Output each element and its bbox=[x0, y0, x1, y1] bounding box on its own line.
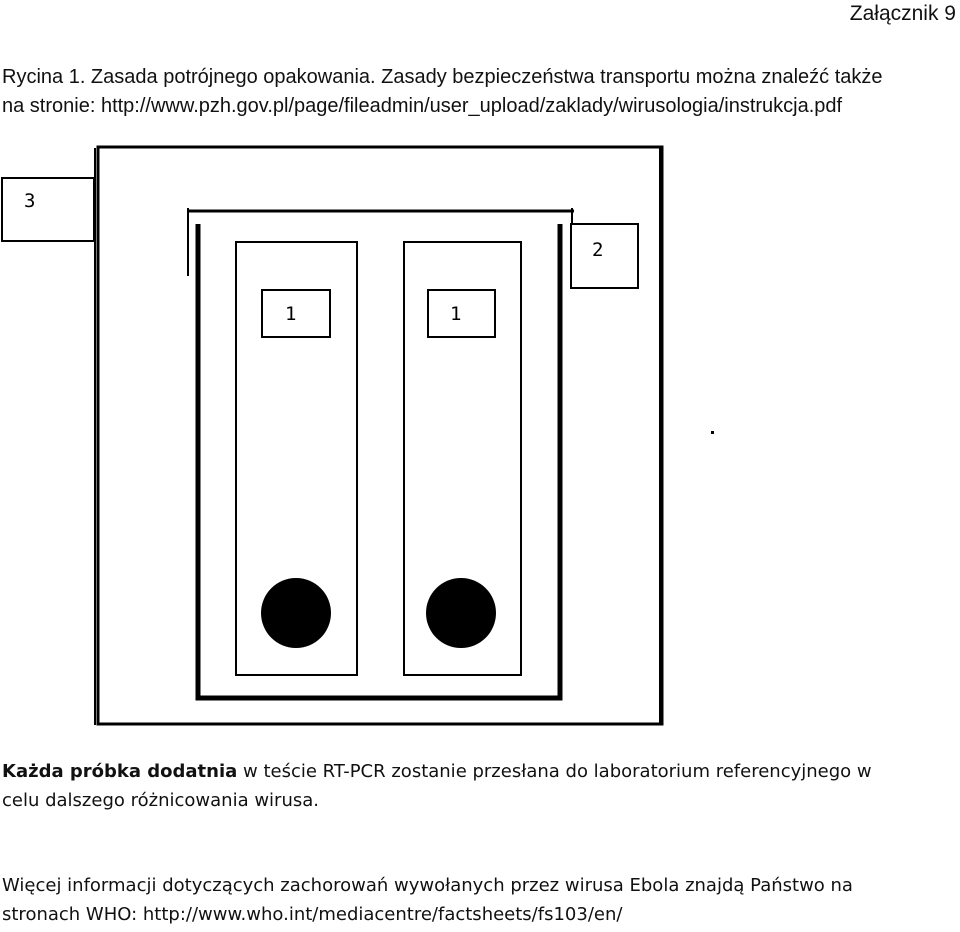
paragraph-1-rest: w teście RT-PCR zostanie przesłana do laboratorium referencyjnego w bbox=[237, 761, 872, 782]
label-box-2 bbox=[571, 224, 638, 288]
paragraph-2-line-1: Więcej informacji dotyczących zachorowań wywołanych przez wirusa Ebola znajdą Państwo na bbox=[2, 875, 853, 896]
paragraph-2-line-2: stronach WHO: http://www.who.int/mediacentre/factsheets/fs103/en/ bbox=[2, 904, 623, 925]
bold-lead: Każda próbka dodatnia bbox=[2, 761, 238, 782]
annex-label: Załącznik 9 bbox=[849, 2, 956, 25]
tube-2-label-text: 1 bbox=[450, 303, 462, 325]
paragraph-rt-pcr bbox=[2, 757, 957, 815]
paragraph-1-line-2: celu dalszego różnicowania wirusa. bbox=[2, 790, 319, 811]
paragraph-who-info bbox=[2, 871, 957, 929]
label-3-text: 3 bbox=[24, 190, 36, 212]
stray-dot bbox=[711, 431, 714, 434]
tube-2-sample bbox=[426, 578, 496, 648]
label-box-3 bbox=[2, 178, 94, 241]
caption-line-2: na stronie: http://www.pzh.gov.pl/page/fileadmin/user_upload/zaklady/wirusologia/instrukcja.pdf bbox=[2, 95, 843, 117]
caption-line-1: Rycina 1. Zasada potrójnego opakowania. Zasady bezpieczeństwa transportu można znaleźć także bbox=[2, 66, 883, 88]
label-2-text: 2 bbox=[592, 239, 604, 261]
tube-2-label-box bbox=[428, 290, 495, 337]
tube-1-label-text: 1 bbox=[285, 303, 297, 325]
secondary-container bbox=[198, 224, 560, 698]
tube-1-sample bbox=[261, 578, 331, 648]
paragraph-1-line-1 bbox=[2, 757, 957, 786]
